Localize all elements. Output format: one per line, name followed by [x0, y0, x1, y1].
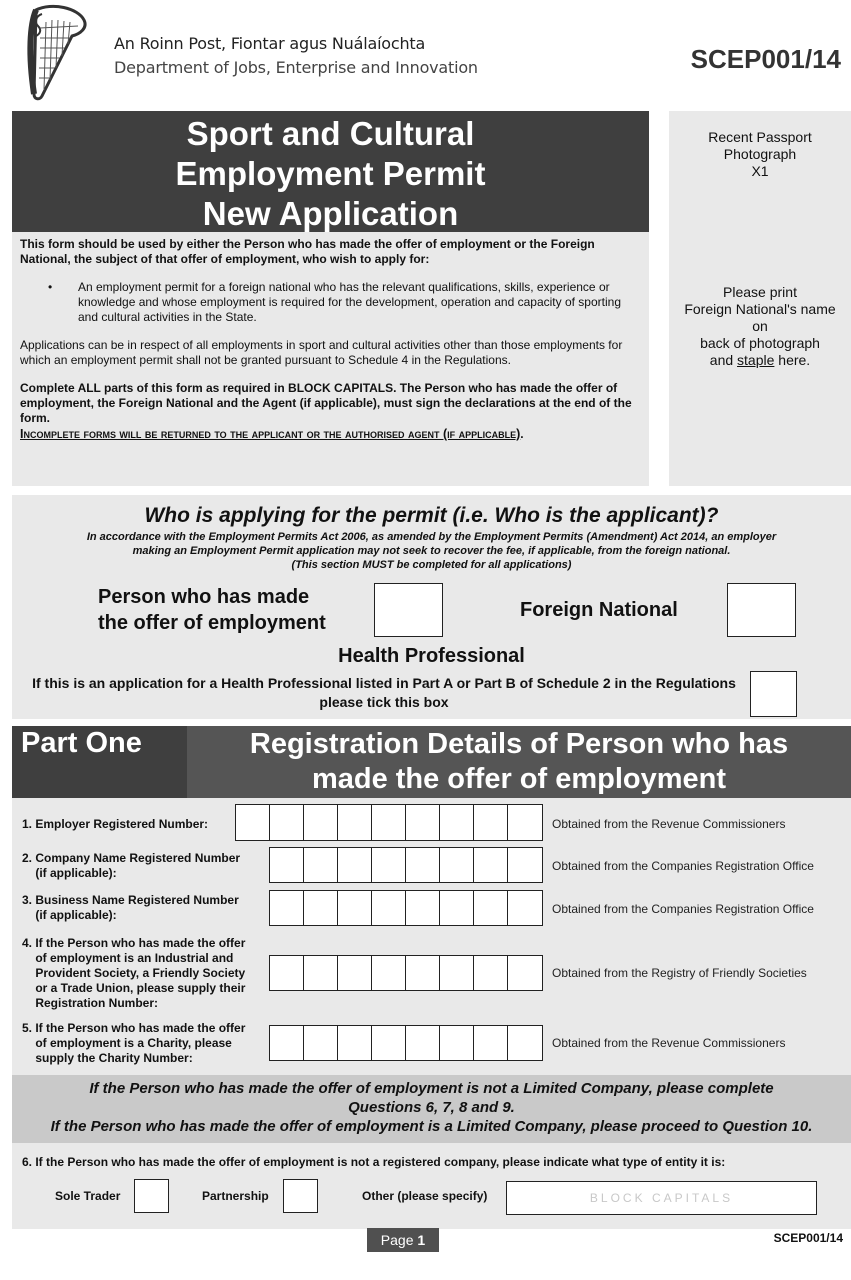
digit-cell[interactable] — [440, 956, 474, 990]
applicant-section — [12, 495, 851, 719]
incomplete-warning — [20, 426, 641, 443]
question-1-label: 1. Employer Registered Number: — [22, 817, 209, 831]
limited-company-line: If the Person who has made the offer of employment is a Limited Company, please proceed to Question 10. — [50, 1118, 813, 1135]
intro-list-item — [20, 280, 641, 325]
digit-cell[interactable] — [270, 956, 304, 990]
intro-paragraph: This form should be used by either the Person who has made the offer of employment or the Foreign National, the subject of that offer of employment, who wish to apply for: — [20, 237, 595, 266]
photo-text: Photograph — [723, 146, 797, 162]
health-professional-checkbox[interactable] — [750, 671, 797, 717]
applicant-note-line: In accordance with the Employment Permits Act 2006, as amended by the Employment Permits (Amendment) Act 2014, an employer — [86, 531, 777, 543]
digit-cell[interactable] — [508, 848, 542, 882]
question-1-note: Obtained from the Revenue Commissioners — [552, 817, 786, 831]
digit-cell[interactable] — [338, 1026, 372, 1060]
form-code: SCEP001/14 — [690, 44, 841, 74]
digit-cell[interactable] — [474, 891, 508, 925]
digit-cell[interactable] — [270, 1026, 304, 1060]
department-name-english: Department of Jobs, Enterprise and Innovation — [114, 58, 478, 77]
photo-text-part: here. — [774, 352, 811, 368]
digit-cell[interactable] — [406, 956, 440, 990]
option-person-label-line: the offer of employment — [98, 612, 326, 634]
photo-text — [669, 352, 851, 369]
health-professional-title: Health Professional — [338, 645, 525, 667]
form-title-line: Employment Permit — [175, 155, 486, 192]
digit-cell[interactable] — [372, 891, 406, 925]
sole-trader-label: Sole Trader — [55, 1189, 121, 1203]
department-name-irish: An Roinn Post, Fiontar agus Nuálaíochta — [114, 34, 426, 53]
registration-section — [12, 798, 851, 1229]
limited-company-line: Questions 6, 7, 8 and 9. — [348, 1099, 515, 1116]
part-one-label: Part One — [12, 726, 187, 798]
digit-cell[interactable] — [508, 891, 542, 925]
digit-cell[interactable] — [304, 1026, 338, 1060]
digit-cell[interactable] — [406, 848, 440, 882]
digit-cell[interactable] — [372, 956, 406, 990]
question-4-label: 4. If the Person who has made the offer of employment is an Industrial and Provident Society, a Friendly Society or a Trade Union, please supply their Registration Number: — [22, 936, 246, 1010]
question-4-input-grid[interactable] — [269, 955, 543, 991]
photo-text: Please print — [723, 284, 797, 300]
question-6-label: 6. If the Person who has made the offer of employment is not a registered company, please indicate what type of entity it is: — [22, 1155, 726, 1169]
footer-form-code: SCEP001/14 — [773, 1231, 843, 1245]
applicant-note-line: making an Employment Permit application may not seek to recover the fee, if applicable, from the foreign national. — [132, 545, 731, 557]
photo-text-underlined: staple — [737, 352, 775, 368]
question-1-input-grid[interactable] — [235, 804, 543, 841]
photo-text-part: and — [709, 352, 738, 368]
digit-cell[interactable] — [338, 805, 372, 840]
partnership-label: Partnership — [202, 1189, 269, 1203]
photo-text: on — [752, 318, 768, 334]
digit-cell[interactable] — [338, 891, 372, 925]
question-2-label: 2. Company Name Registered Number (if applicable): — [22, 851, 241, 880]
intro-paragraph: Applications can be in respect of all employments in sport and cultural activities other than those employments for which an employment permit shall not be granted pursuant to Schedule 4 in the Regulations. — [20, 338, 623, 367]
page-number: 1 — [417, 1232, 426, 1248]
digit-cell[interactable] — [440, 848, 474, 882]
photo-instructions-top — [669, 129, 851, 180]
other-label: Other (please specify) — [362, 1189, 488, 1203]
photo-instructions-bottom — [669, 284, 851, 369]
incomplete-warning-text: Incomplete forms will be returned to the applicant or the authorised agent (if applicable) — [20, 427, 521, 441]
photo-text: Recent Passport — [708, 129, 812, 145]
photo-text: back of photograph — [700, 335, 820, 351]
digit-cell[interactable] — [304, 848, 338, 882]
question-3-label: 3. Business Name Registered Number (if applicable): — [22, 893, 239, 922]
limited-company-line: If the Person who has made the offer of employment is not a Limited Company, please complete — [89, 1080, 774, 1097]
page-label: Page — [380, 1232, 414, 1248]
digit-cell[interactable] — [508, 1026, 542, 1060]
digit-cell[interactable] — [508, 956, 542, 990]
form-title-line: Sport and Cultural — [186, 115, 475, 152]
part-one-title — [187, 726, 851, 798]
question-3-note: Obtained from the Companies Registration Office — [552, 902, 814, 916]
digit-cell[interactable] — [474, 848, 508, 882]
digit-cell[interactable] — [508, 805, 542, 840]
option-person-checkbox[interactable] — [374, 583, 443, 637]
intro-list — [20, 280, 641, 325]
option-person-label — [98, 584, 326, 636]
digit-cell[interactable] — [406, 1026, 440, 1060]
option-foreign-checkbox[interactable] — [727, 583, 796, 637]
option-person-label-line: Person who has made — [98, 586, 310, 608]
digit-cell[interactable] — [270, 891, 304, 925]
digit-cell[interactable] — [440, 805, 474, 840]
bullet-icon: • — [48, 280, 53, 294]
question-5-note: Obtained from the Revenue Commissioners — [552, 1036, 786, 1050]
digit-cell[interactable] — [474, 1026, 508, 1060]
question-5-label: 5. If the Person who has made the offer of employment is a Charity, please supply the Charity Number: — [22, 1021, 246, 1065]
digit-cell[interactable] — [440, 891, 474, 925]
question-4-note: Obtained from the Registry of Friendly Societies — [552, 966, 807, 980]
digit-cell[interactable] — [304, 891, 338, 925]
question-5-input-grid[interactable] — [269, 1025, 543, 1061]
digit-cell[interactable] — [440, 1026, 474, 1060]
part-one-title-line: made the offer of employment — [311, 763, 727, 795]
incomplete-warning-end: . — [520, 427, 524, 441]
digit-cell[interactable] — [372, 848, 406, 882]
intro-instructions — [12, 232, 649, 486]
intro-list-text: An employment permit for a foreign national who has the relevant qualifications, skills, experience or knowledge and whose employment is required for the development, operation and capacity of sporting and cultural activities in the State. — [78, 280, 621, 324]
digit-cell[interactable] — [372, 805, 406, 840]
question-2-note: Obtained from the Companies Registration Office — [552, 859, 814, 873]
question-2-input-grid[interactable] — [269, 847, 543, 883]
health-professional-text: If this is an application for a Health Professional listed in Part A or Part B of Schedule 2 in the Regulations please tick this box — [32, 675, 736, 710]
part-one-title-line: Registration Details of Person who has — [249, 728, 789, 760]
intro-paragraph: Complete ALL parts of this form as required in BLOCK CAPITALS. The Person who has made the offer of employment, the Foreign National and the Agent (if applicable), must sign the declarations at the end of the form. — [20, 381, 632, 425]
option-foreign-label: Foreign National — [520, 599, 678, 621]
digit-cell[interactable] — [406, 805, 440, 840]
digit-cell[interactable] — [372, 1026, 406, 1060]
photo-text: Foreign National's name — [684, 301, 836, 317]
digit-cell[interactable] — [304, 956, 338, 990]
digit-cell[interactable] — [474, 805, 508, 840]
passport-photo-box — [669, 111, 851, 486]
digit-cell[interactable] — [474, 956, 508, 990]
question-3-input-grid[interactable] — [269, 890, 543, 926]
photo-text: X1 — [751, 163, 769, 179]
partnership-checkbox[interactable] — [283, 1179, 318, 1213]
digit-cell[interactable] — [304, 805, 338, 840]
limited-company-instructions — [12, 1075, 851, 1143]
digit-cell[interactable] — [338, 848, 372, 882]
other-entity-input[interactable]: BLOCK CAPITALS — [506, 1181, 817, 1215]
digit-cell[interactable] — [270, 848, 304, 882]
harp-emblem-icon — [22, 4, 90, 104]
sole-trader-checkbox[interactable] — [134, 1179, 169, 1213]
digit-cell[interactable] — [406, 891, 440, 925]
form-title-line: New Application — [202, 195, 459, 232]
page-indicator — [367, 1228, 439, 1252]
applicant-note-line: (This section MUST be completed for all applications) — [291, 559, 572, 571]
form-title — [12, 111, 649, 232]
digit-cell[interactable] — [338, 956, 372, 990]
digit-cell[interactable] — [270, 805, 304, 840]
applicant-section-note — [12, 530, 851, 572]
digit-cell[interactable] — [236, 805, 270, 840]
applicant-section-title: Who is applying for the permit (i.e. Who is the applicant)? — [144, 504, 719, 527]
